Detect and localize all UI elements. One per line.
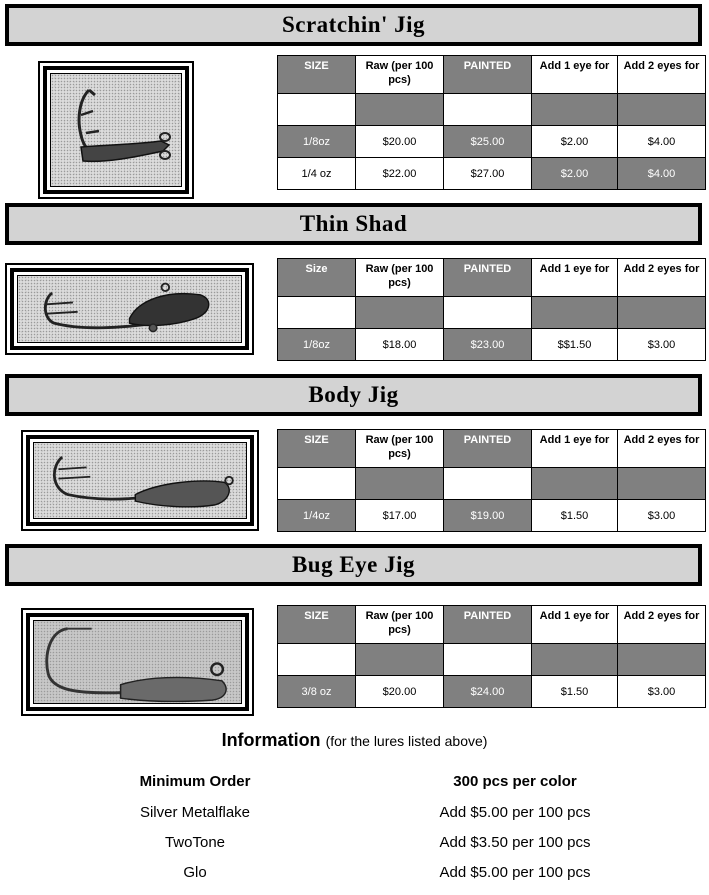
cell-painted: $24.00 xyxy=(444,676,532,708)
header-painted: PAINTED xyxy=(444,56,532,94)
header-size: SIZE xyxy=(278,430,356,468)
header-1-eye: Add 1 eye for xyxy=(532,606,618,644)
empty-cell xyxy=(356,297,444,329)
product-title-banner xyxy=(5,4,702,46)
header-size: Size xyxy=(278,259,356,297)
product-photo xyxy=(21,608,254,716)
info-value: Add $5.00 per 100 pcs xyxy=(439,804,591,821)
jig-hook-icon xyxy=(34,621,241,703)
cell-painted: $25.00 xyxy=(444,126,532,158)
header-2-eyes: Add 2 eyes for xyxy=(618,430,706,468)
info-value: 300 pcs per color xyxy=(453,773,577,790)
jig-hook-icon xyxy=(34,443,246,518)
cell-2-eyes: $3.00 xyxy=(618,500,706,532)
header-size: SIZE xyxy=(278,606,356,644)
product-photo xyxy=(38,61,194,199)
empty-cell xyxy=(278,297,356,329)
product-title-banner xyxy=(5,544,702,586)
empty-cell xyxy=(278,468,356,500)
table-row xyxy=(278,158,706,190)
cell-raw: $22.00 xyxy=(356,158,444,190)
cell-1-eye: $2.00 xyxy=(532,126,618,158)
header-size: SIZE xyxy=(278,56,356,94)
table-row xyxy=(278,676,706,708)
cell-2-eyes: $4.00 xyxy=(618,158,706,190)
cell-size: 1/8oz xyxy=(278,126,356,158)
header-1-eye: Add 1 eye for xyxy=(532,56,618,94)
cell-size: 1/4 oz xyxy=(278,158,356,190)
empty-cell xyxy=(356,94,444,126)
empty-cell xyxy=(532,468,618,500)
header-raw: Raw (per 100 pcs) xyxy=(356,606,444,644)
cell-painted: $27.00 xyxy=(444,158,532,190)
cell-2-eyes: $3.00 xyxy=(618,676,706,708)
info-label: TwoTone xyxy=(164,834,226,851)
price-table xyxy=(277,55,706,190)
header-1-eye: Add 1 eye for xyxy=(532,259,618,297)
empty-cell xyxy=(278,94,356,126)
table-row xyxy=(278,500,706,532)
cell-size: 1/8oz xyxy=(278,329,356,361)
product-title: Bug Eye Jig xyxy=(291,552,416,577)
product-title-banner xyxy=(5,203,702,245)
info-heading xyxy=(0,730,709,751)
header-raw: Raw (per 100 pcs) xyxy=(356,56,444,94)
info-value: Add $3.50 per 100 pcs xyxy=(439,834,591,851)
cell-1-eye: $1.50 xyxy=(532,500,618,532)
product-photo xyxy=(21,430,259,531)
jig-hook-icon xyxy=(51,74,181,186)
empty-cell xyxy=(532,644,618,676)
cell-1-eye: $1.50 xyxy=(532,676,618,708)
cell-raw: $18.00 xyxy=(356,329,444,361)
cell-raw: $20.00 xyxy=(356,126,444,158)
product-title: Scratchin' Jig xyxy=(281,12,426,37)
header-raw: Raw (per 100 pcs) xyxy=(356,430,444,468)
cell-raw: $17.00 xyxy=(356,500,444,532)
empty-cell xyxy=(444,468,532,500)
header-2-eyes: Add 2 eyes for xyxy=(618,606,706,644)
info-label: Glo xyxy=(183,864,207,881)
header-1-eye: Add 1 eye for xyxy=(532,430,618,468)
info-title: Information xyxy=(221,730,321,750)
cell-size: 3/8 oz xyxy=(278,676,356,708)
cell-painted: $19.00 xyxy=(444,500,532,532)
empty-cell xyxy=(356,468,444,500)
empty-cell xyxy=(444,94,532,126)
empty-cell xyxy=(444,644,532,676)
empty-cell xyxy=(278,644,356,676)
empty-cell xyxy=(532,297,618,329)
product-photo xyxy=(5,263,254,355)
info-label: Minimum Order xyxy=(139,773,251,790)
price-table xyxy=(277,429,706,532)
price-table xyxy=(277,258,706,361)
info-subtitle: (for the lures listed above) xyxy=(325,733,488,749)
cell-2-eyes: $4.00 xyxy=(618,126,706,158)
header-raw: Raw (per 100 pcs) xyxy=(356,259,444,297)
empty-cell xyxy=(618,644,706,676)
cell-1-eye: $2.00 xyxy=(532,158,618,190)
header-painted: PAINTED xyxy=(444,606,532,644)
cell-2-eyes: $3.00 xyxy=(618,329,706,361)
header-2-eyes: Add 2 eyes for xyxy=(618,56,706,94)
price-table xyxy=(277,605,706,708)
header-2-eyes: Add 2 eyes for xyxy=(618,259,706,297)
product-title: Body Jig xyxy=(308,382,399,407)
cell-painted: $23.00 xyxy=(444,329,532,361)
cell-raw: $20.00 xyxy=(356,676,444,708)
product-title-banner xyxy=(5,374,702,416)
cell-1-eye: $$1.50 xyxy=(532,329,618,361)
header-painted: PAINTED xyxy=(444,259,532,297)
empty-cell xyxy=(356,644,444,676)
empty-cell xyxy=(444,297,532,329)
empty-cell xyxy=(618,468,706,500)
header-painted: PAINTED xyxy=(444,430,532,468)
empty-cell xyxy=(618,297,706,329)
info-value: Add $5.00 per 100 pcs xyxy=(439,864,591,881)
product-title: Thin Shad xyxy=(299,211,408,236)
info-label: Silver Metalflake xyxy=(139,804,251,821)
jig-hook-icon xyxy=(18,276,241,342)
table-row xyxy=(278,329,706,361)
empty-cell xyxy=(532,94,618,126)
empty-cell xyxy=(618,94,706,126)
cell-size: 1/4oz xyxy=(278,500,356,532)
table-row xyxy=(278,126,706,158)
